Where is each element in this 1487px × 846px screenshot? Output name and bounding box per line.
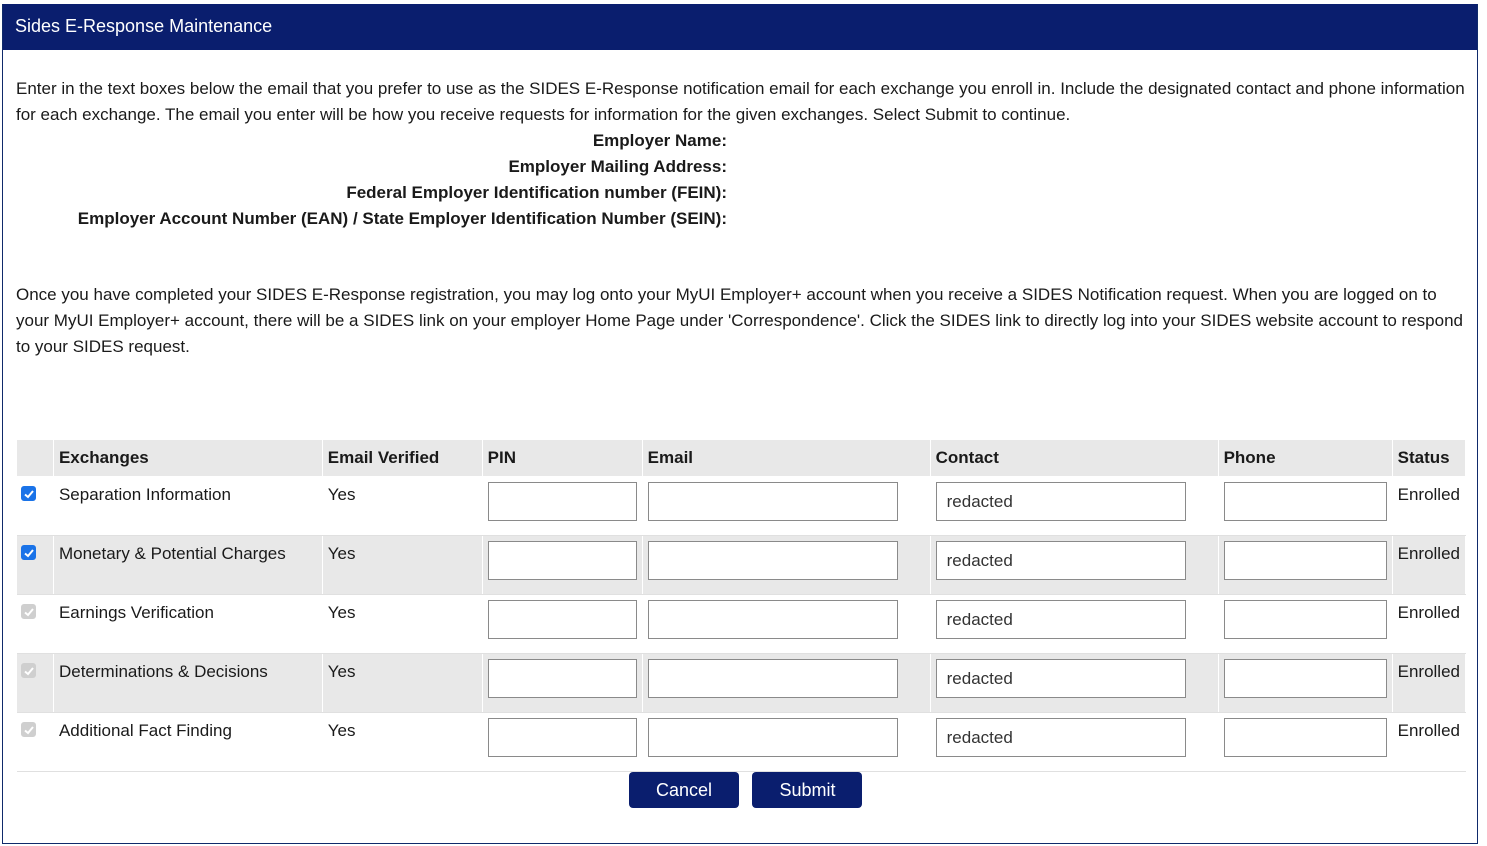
email-input[interactable] <box>648 482 898 521</box>
exchange-checkbox <box>21 663 36 678</box>
contact-cell <box>930 536 1218 595</box>
col-email-verified: Email Verified <box>322 440 482 477</box>
email-input[interactable] <box>648 718 898 757</box>
phone-input[interactable] <box>1224 659 1387 698</box>
pin-input[interactable] <box>488 541 637 580</box>
form-actions <box>630 773 872 807</box>
status-text: Enrolled <box>1392 477 1465 536</box>
phone-cell <box>1218 477 1392 536</box>
exchange-checkbox[interactable] <box>21 486 36 501</box>
pin-input[interactable] <box>488 718 637 757</box>
email-cell <box>642 713 930 772</box>
contact-cell <box>930 477 1218 536</box>
pin-cell <box>482 536 642 595</box>
employer-name-label: Employer Name: <box>592 131 727 150</box>
pin-cell <box>482 477 642 536</box>
status-text: Enrolled <box>1392 536 1465 595</box>
phone-input[interactable] <box>1224 541 1387 580</box>
contact-input[interactable] <box>936 482 1186 521</box>
pin-input[interactable] <box>488 482 637 521</box>
contact-cell <box>930 654 1218 713</box>
contact-input[interactable] <box>936 659 1186 698</box>
select-cell <box>17 713 54 772</box>
fein-value <box>727 180 736 206</box>
email-verified: Yes <box>322 713 482 772</box>
col-pin: PIN <box>482 440 642 477</box>
check-icon <box>23 488 35 500</box>
select-cell <box>17 477 54 536</box>
contact-input[interactable] <box>936 718 1186 757</box>
pin-input[interactable] <box>488 600 637 639</box>
employer-info <box>16 128 736 232</box>
col-email: Email <box>642 440 930 477</box>
pin-cell <box>482 595 642 654</box>
email-input[interactable] <box>648 600 898 639</box>
col-exchanges: Exchanges <box>53 440 322 477</box>
email-input[interactable] <box>648 659 898 698</box>
phone-cell <box>1218 595 1392 654</box>
submit-button[interactable]: Submit <box>753 773 861 807</box>
employer-address-value <box>727 154 736 180</box>
phone-cell <box>1218 536 1392 595</box>
email-verified: Yes <box>322 595 482 654</box>
email-input[interactable] <box>648 541 898 580</box>
exchanges-table <box>16 439 1466 772</box>
employer-name-value <box>727 128 736 154</box>
pin-cell <box>482 654 642 713</box>
table-row <box>17 477 1466 536</box>
fein-label: Federal Employer Identification number (FEIN): <box>346 183 727 202</box>
check-icon <box>23 665 35 677</box>
check-icon <box>23 547 35 559</box>
panel-title: Sides E-Response Maintenance <box>3 4 1477 50</box>
email-cell <box>642 536 930 595</box>
employer-address-label: Employer Mailing Address: <box>508 157 727 176</box>
exchange-name: Determinations & Decisions <box>53 654 322 713</box>
notice-text: Once you have completed your SIDES E-Response registration, you may log onto your MyUI Employer+ account when you receive a SIDES Notification request. When you are logged on to your MyUI Employer+ account, there will be a SIDES link on your employer Home Page under 'Correspondence'. Click the SIDES link to directly log into your SIDES website account to respond to your SIDES request. <box>16 285 1463 356</box>
employer-name-row <box>16 128 736 154</box>
fein-row <box>16 180 736 206</box>
exchange-name: Monetary & Potential Charges <box>53 536 322 595</box>
email-cell <box>642 595 930 654</box>
email-verified: Yes <box>322 654 482 713</box>
exchange-checkbox[interactable] <box>21 545 36 560</box>
cancel-button[interactable]: Cancel <box>630 773 738 807</box>
exchange-name: Separation Information <box>53 477 322 536</box>
table-row <box>17 654 1466 713</box>
table-row <box>17 536 1466 595</box>
ean-sein-value <box>727 206 736 232</box>
employer-address-row <box>16 154 736 180</box>
check-icon <box>23 606 35 618</box>
select-cell <box>17 536 54 595</box>
contact-input[interactable] <box>936 600 1186 639</box>
col-phone: Phone <box>1218 440 1392 477</box>
exchange-checkbox <box>21 722 36 737</box>
status-text: Enrolled <box>1392 654 1465 713</box>
exchange-name: Earnings Verification <box>53 595 322 654</box>
email-cell <box>642 477 930 536</box>
phone-input[interactable] <box>1224 600 1387 639</box>
email-verified: Yes <box>322 536 482 595</box>
table-row <box>17 713 1466 772</box>
pin-input[interactable] <box>488 659 637 698</box>
col-contact: Contact <box>930 440 1218 477</box>
panel-content <box>16 76 1466 800</box>
col-status: Status <box>1392 440 1465 477</box>
email-verified: Yes <box>322 477 482 536</box>
ean-sein-row <box>16 206 736 232</box>
phone-cell <box>1218 654 1392 713</box>
contact-cell <box>930 713 1218 772</box>
contact-input[interactable] <box>936 541 1186 580</box>
phone-input[interactable] <box>1224 482 1387 521</box>
exchange-name: Additional Fact Finding <box>53 713 322 772</box>
table-row <box>17 595 1466 654</box>
exchange-checkbox <box>21 604 36 619</box>
select-cell <box>17 654 54 713</box>
phone-cell <box>1218 713 1392 772</box>
email-cell <box>642 654 930 713</box>
contact-cell <box>930 595 1218 654</box>
ean-sein-label: Employer Account Number (EAN) / State Employer Identification Number (SEIN): <box>77 209 727 228</box>
pin-cell <box>482 713 642 772</box>
phone-input[interactable] <box>1224 718 1387 757</box>
table-header-row <box>17 440 1466 477</box>
select-cell <box>17 595 54 654</box>
maintenance-panel <box>2 4 1478 844</box>
intro-text: Enter in the text boxes below the email that you prefer to use as the SIDES E-Response notification email for each exchange you enroll in. Include the designated contact and phone information for each exchange. The email you enter will be how you receive requests for information for the given exchanges. Select Submit to continue. <box>16 79 1465 124</box>
check-icon <box>23 724 35 736</box>
status-text: Enrolled <box>1392 713 1465 772</box>
status-text: Enrolled <box>1392 595 1465 654</box>
col-select <box>17 440 54 477</box>
